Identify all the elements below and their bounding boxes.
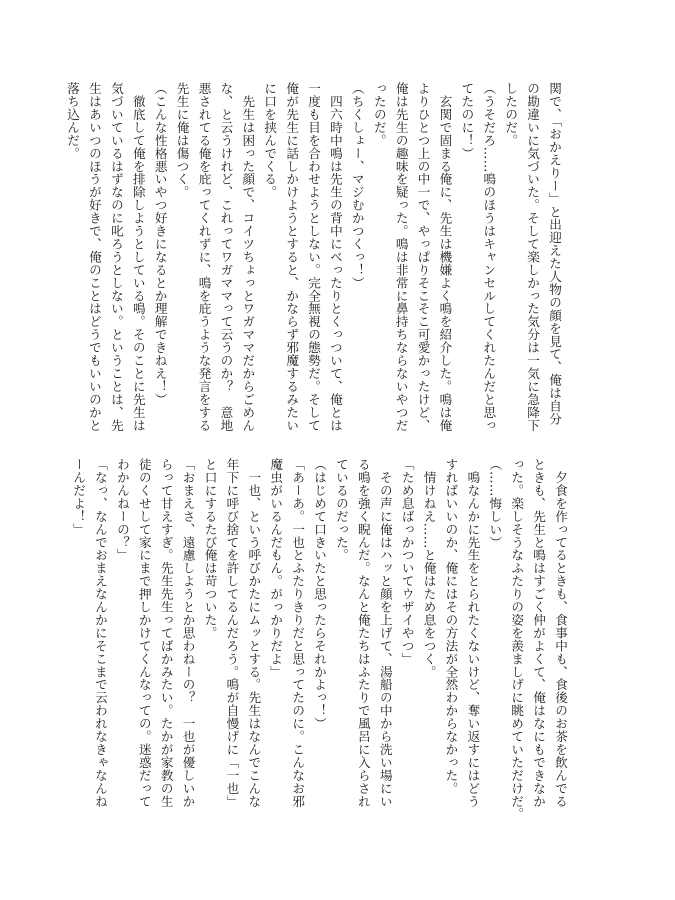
text-line: 気づいているはずなのに叱ろうとしない。ということは、先: [108, 82, 124, 432]
text-line: 関で、「おかえりー」と出迎えた人物の顔を見て、俺は自分: [547, 82, 562, 426]
text-line: な、と云うけれど、これってワガママって云うのか？ 意地: [218, 82, 234, 432]
text-line: 先生は困った顔で、コイツちょっとワガママだからごめん: [240, 82, 256, 432]
text-line: （ちくしょー、マジむかつくっ！）: [349, 82, 365, 290]
text-line: よりひとつ上の中一で、やっぱりそこそこ可愛かったけど、: [415, 82, 431, 432]
text-line: 年下に呼び捨てを許してるんだろう。鳴が自慢げに「一也」: [224, 458, 240, 808]
text-line: 「あーあ。一也とふたりきりだと思ってたのに。こんなお邪: [290, 458, 306, 808]
text-line: 四六時中鳴は先生の背中にべったりとくっついて、俺とは: [327, 82, 343, 432]
text-line: 落ち込んだ。: [65, 82, 81, 160]
text-line: と口にするたび俺は苛ついた。: [202, 458, 218, 640]
lower-text-block: [71, 458, 571, 821]
text-line: 玄関で固まる俺に、先生は機嫌よく鳴を紹介した。鳴は俺: [437, 82, 453, 432]
text-line: 徒のくせして家にまで押しかけてくんなっての。迷惑だって: [136, 458, 152, 808]
text-line: ときも、先生と鳴はすごく仲がよくて、俺はなにもできなか: [531, 458, 547, 808]
text-line: った。楽しそうなふたりの姿を羨ましげに眺めていただけだ。: [509, 458, 525, 821]
text-line: る鳴を強く睨んだ。なんと俺たちはふたりで風呂に入らされ: [355, 458, 371, 808]
text-line: ったのだ。: [371, 82, 387, 147]
text-line: 夕食を作ってるときも、食事中も、食後のお茶を飲んでる: [553, 458, 568, 808]
text-line: 一度も目を合わせようとしない。完全無視の態勢だ。そして: [306, 82, 322, 432]
text-line: 徹底して俺を排除しようとしている鳴。そのことに先生は: [130, 82, 146, 432]
text-line: ているのだった。: [333, 458, 349, 562]
text-line: 「ため息ばっかついてウザイやつ」: [399, 458, 415, 666]
text-line: 「なっ、なんでおまえなんかにそこまで云われなきゃなんね: [92, 458, 108, 808]
upper-text-block: [65, 82, 565, 432]
text-line: に口を挟んでくる。: [262, 82, 278, 199]
text-line: 一也、という呼びかたにムッとする。先生はなんでこんな: [246, 458, 262, 808]
text-line: てたのに！）: [459, 82, 475, 160]
text-line: したのだ。: [503, 82, 519, 147]
text-line: すればいいのか、俺にはその方法が全然わからなかった。: [443, 458, 459, 795]
text-line: 情けねえ……と俺はため息をつく。: [421, 458, 437, 679]
text-line: （こんな性格悪いやつ好きになるとか理解できねえ！）: [152, 82, 168, 406]
text-line: 先生に俺は傷つく。: [174, 82, 190, 199]
text-line: わかんねーの？」: [114, 458, 130, 562]
text-line: らって甘えすぎ。先生先生ってばかみたい。たかが家教の生: [158, 458, 174, 808]
text-line: ーんだよ！」: [71, 458, 87, 536]
text-line: 魔虫がいるんだもん。がっかりだよ」: [268, 458, 284, 679]
text-line: 俺が先生に話しかけようとすると、かならず邪魔するみたい: [284, 82, 300, 432]
text-line: 悪されてる俺を庇ってくれずに、鳴を庇うような発言をする: [196, 82, 212, 432]
text-line: （はじめて口きいたと思ったらそれかよっ！）: [312, 458, 328, 730]
text-line: その声に俺はハッと顔を上げて、湯船の中から洗い場にい: [377, 458, 393, 808]
text-line: 「おまえさ、遠慮しようとか思わねーの？ 一也が優しいか: [180, 458, 196, 808]
text-line: （……悔しい）: [487, 458, 503, 549]
text-line: 鳴なんかに先生をとられたくないけど、奪い返すにはどう: [465, 458, 481, 808]
text-line: 俺は先生の趣味を疑った。鳴は非常に鼻持ちならないやつだ: [393, 82, 409, 432]
text-line: 生はあいつのほうが好きで、俺のことはどうでもいいのかと: [86, 82, 102, 432]
text-line: （うそだろ……鳴のほうはキャンセルしてくれたんだと思っ: [481, 82, 497, 432]
text-line: の勘違いに気づいた。そして楽しかった気分は一気に急降下: [525, 82, 541, 432]
